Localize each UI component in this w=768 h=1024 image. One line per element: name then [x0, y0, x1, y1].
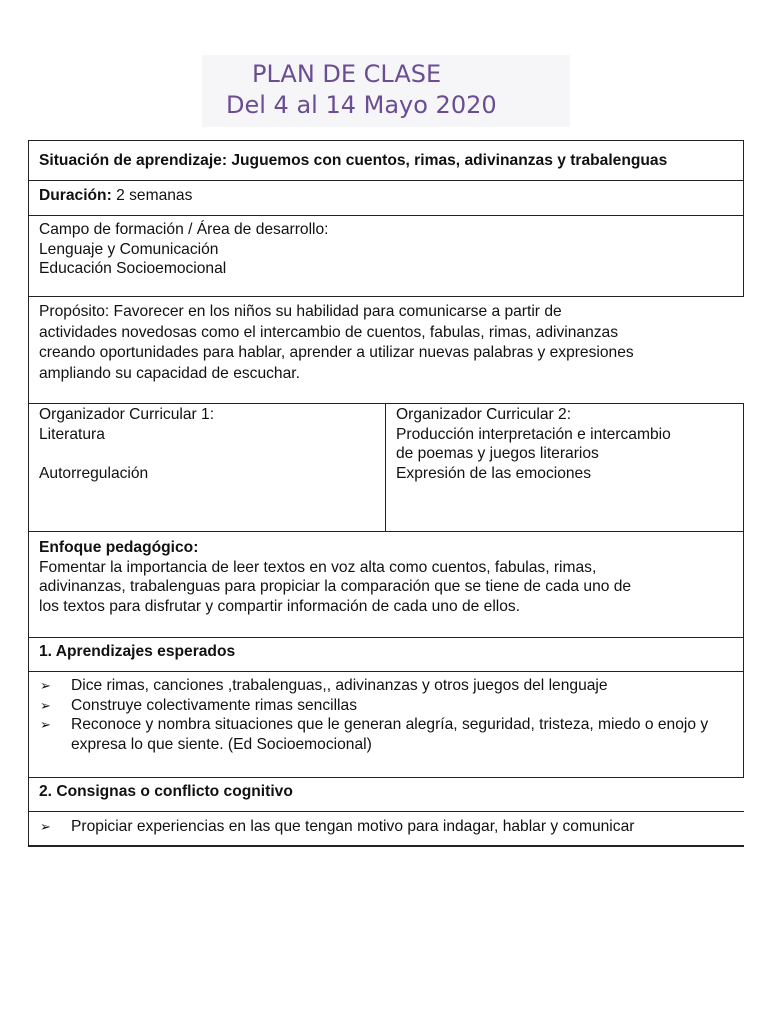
page-title: PLAN DE CLASE	[252, 60, 442, 88]
campo-row	[28, 216, 744, 297]
organizador-2-line: Expresión de las emociones	[396, 464, 592, 482]
organizador-2-line: Producción interpretación e intercambio	[396, 425, 671, 443]
campo-item: Lenguaje y Comunicación	[39, 240, 219, 258]
situacion-row	[28, 140, 744, 181]
list-item: ➢ Construye colectivamente rimas sencillas	[40, 696, 357, 714]
campo-item: Educación Socioemocional	[39, 260, 227, 277]
enfoque-label: Enfoque pedagógico:	[39, 539, 199, 556]
duracion-value: 2 semanas	[111, 187, 193, 204]
consignas-list	[39, 817, 734, 837]
consignas-heading: 2. Consignas o conflicto cognitivo	[39, 783, 293, 800]
consignas-heading-row	[28, 778, 744, 812]
arrow-bullet-icon: ➢	[40, 819, 51, 834]
consignas-list-row	[28, 812, 744, 847]
proposito-line: creando oportunidades para hablar, aprender a utilizar nuevas palabras y expresiones	[39, 344, 634, 361]
organizador-1-cell	[29, 404, 386, 531]
organizador-1-label: Organizador Curricular 1:	[39, 406, 215, 423]
organizador-1-line: Literatura	[39, 425, 105, 443]
duracion-label: Duración:	[39, 187, 112, 204]
date-range: Del 4 al 14 Mayo 2020	[226, 91, 497, 119]
organizador-2-label: Organizador Curricular 2:	[396, 406, 572, 423]
campo-label: Campo de formación / Área de desarrollo:	[39, 221, 329, 238]
organizadores-row	[28, 404, 744, 532]
aprendizajes-list-row	[28, 672, 744, 778]
proposito-line: Propósito: Favorecer en los niños su habilidad para comunicarse a partir de	[39, 303, 562, 320]
lesson-plan-table	[28, 140, 744, 847]
arrow-bullet-icon: ➢	[40, 717, 51, 732]
aprendizajes-list	[39, 676, 733, 754]
list-item: ➢ Dice rimas, canciones ,trabalenguas,, adivinanzas y otros juegos del lenguaje	[40, 677, 608, 694]
aprendizajes-heading-row	[28, 638, 744, 672]
enfoque-row	[28, 532, 744, 638]
proposito-line: actividades novedosas como el intercambio de cuentos, fabulas, rimas, adivinanzas	[39, 323, 619, 341]
arrow-bullet-icon: ➢	[40, 697, 51, 713]
organizador-1-line: Autorregulación	[39, 464, 149, 482]
list-item: ➢ Propiciar experiencias en las que tengan motivo para indagar, hablar y comunicar	[40, 818, 635, 835]
duracion-row	[28, 181, 744, 216]
proposito-row	[28, 297, 744, 404]
proposito-line: ampliando su capacidad de escuchar.	[39, 364, 300, 382]
organizador-2-line: de poemas y juegos literarios	[396, 445, 599, 462]
enfoque-line: los textos para disfrutar y compartir información de cada uno de ellos.	[39, 597, 521, 615]
organizador-2-cell	[386, 404, 743, 531]
arrow-bullet-icon: ➢	[40, 678, 51, 693]
situacion-text: Situación de aprendizaje: Juguemos con cuentos, rimas, adivinanzas y trabalenguas	[39, 152, 668, 169]
list-item: ➢ Reconoce y nombra situaciones que le generan alegría, seguridad, tristeza, miedo o enojo y expresa lo que siente. (Ed Socioemocional)	[40, 716, 709, 753]
enfoque-line: Fomentar la importancia de leer textos en voz alta como cuentos, fabulas, rimas,	[39, 558, 597, 576]
aprendizajes-heading: 1. Aprendizajes esperados	[39, 643, 236, 660]
enfoque-line: adivinanzas, trabalenguas para propiciar la comparación que se tiene de cada uno de	[39, 578, 632, 595]
